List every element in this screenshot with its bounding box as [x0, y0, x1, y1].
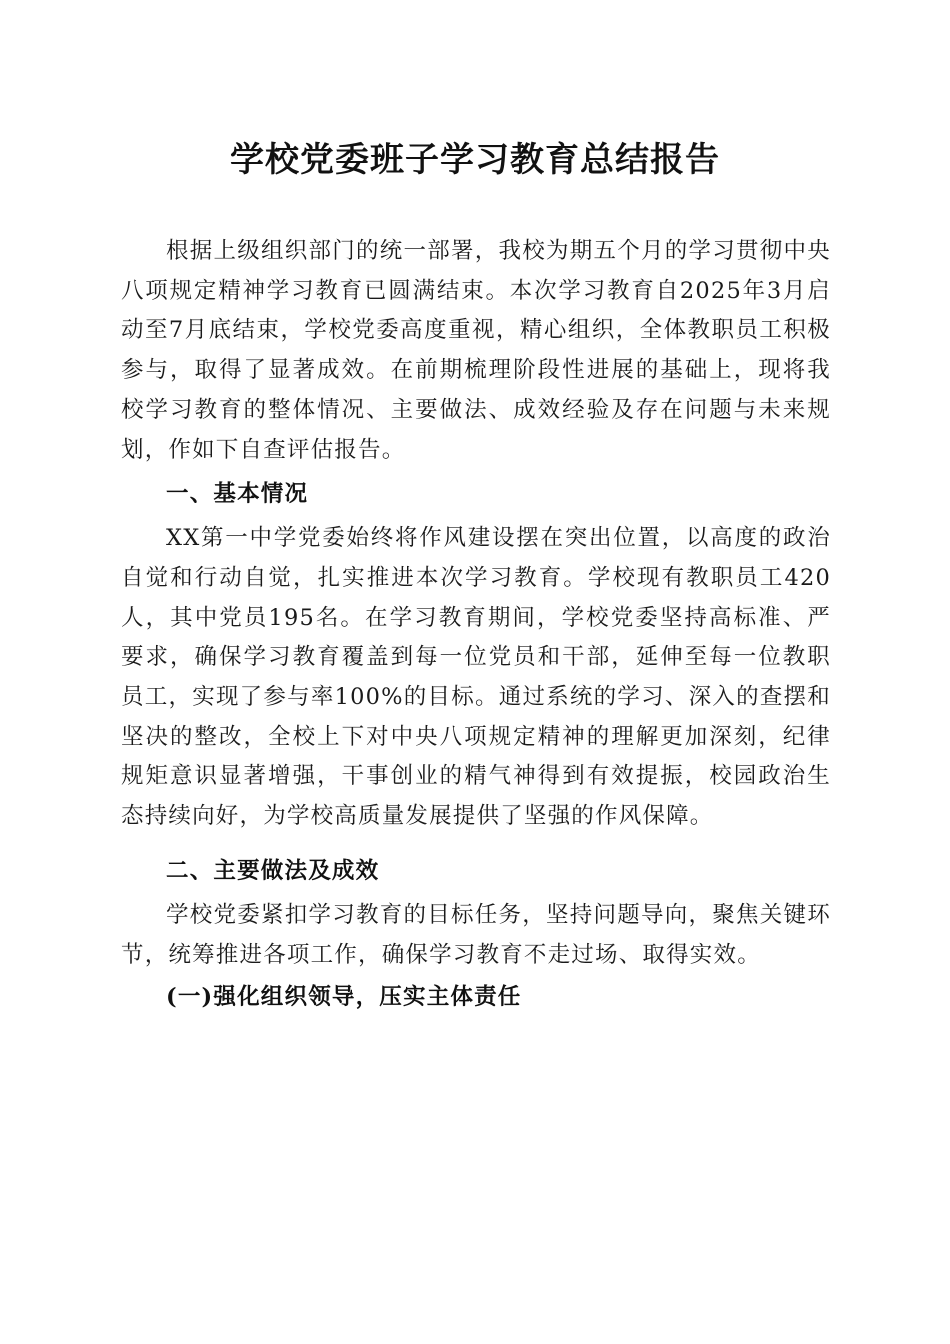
- document-title: 学校党委班子学习教育总结报告: [230, 140, 720, 180]
- section-heading-main-practices: 二、主要做法及成效: [166, 857, 380, 884]
- subsection-heading-organization: (一)强化组织领导，压实主体责任: [166, 984, 522, 1011]
- main-practices-paragraph: 学校党委紧扣学习教育的目标任务，坚持问题导向，聚焦关键环节，统筹推进各项工作，确保学习教育不走过场、取得实效。: [121, 901, 831, 968]
- section-heading-basic-situation: 一、基本情况: [166, 481, 309, 508]
- basic-situation-paragraph: XX第一中学党委始终将作风建设摆在突出位置，以高度的政治自觉和行动自觉，扎实推进本次学习教育。学校现有教职员工420人，其中党员195名。在学习教育期间，学校党委坚持高标准、严要求，确保学习教育覆盖到每一位党员和干部，延伸至每一位教职员工，实现了参与率100%的目标。通过系统的学习、深入的查摆和坚决的整改，全校上下对中央八项规定精神的理解更加深刻，纪律规矩意识显著增强，干事创业的精气神得到有效提振，校园政治生态持续向好，为学校高质量发展提供了坚强的作风保障。: [121, 525, 831, 830]
- intro-paragraph: 根据上级组织部门的统一部署，我校为期五个月的学习贯彻中央八项规定精神学习教育已圆满结束。本次学习教育自2025年3月启动至7月底结束，学校党委高度重视，精心组织，全体教职员工积极参与，取得了显著成效。在前期梳理阶段性进展的基础上，现将我校学习教育的整体情况、主要做法、成效经验及存在问题与未来规划，作如下自查评估报告。: [121, 238, 831, 463]
- document-body: [121, 232, 831, 1019]
